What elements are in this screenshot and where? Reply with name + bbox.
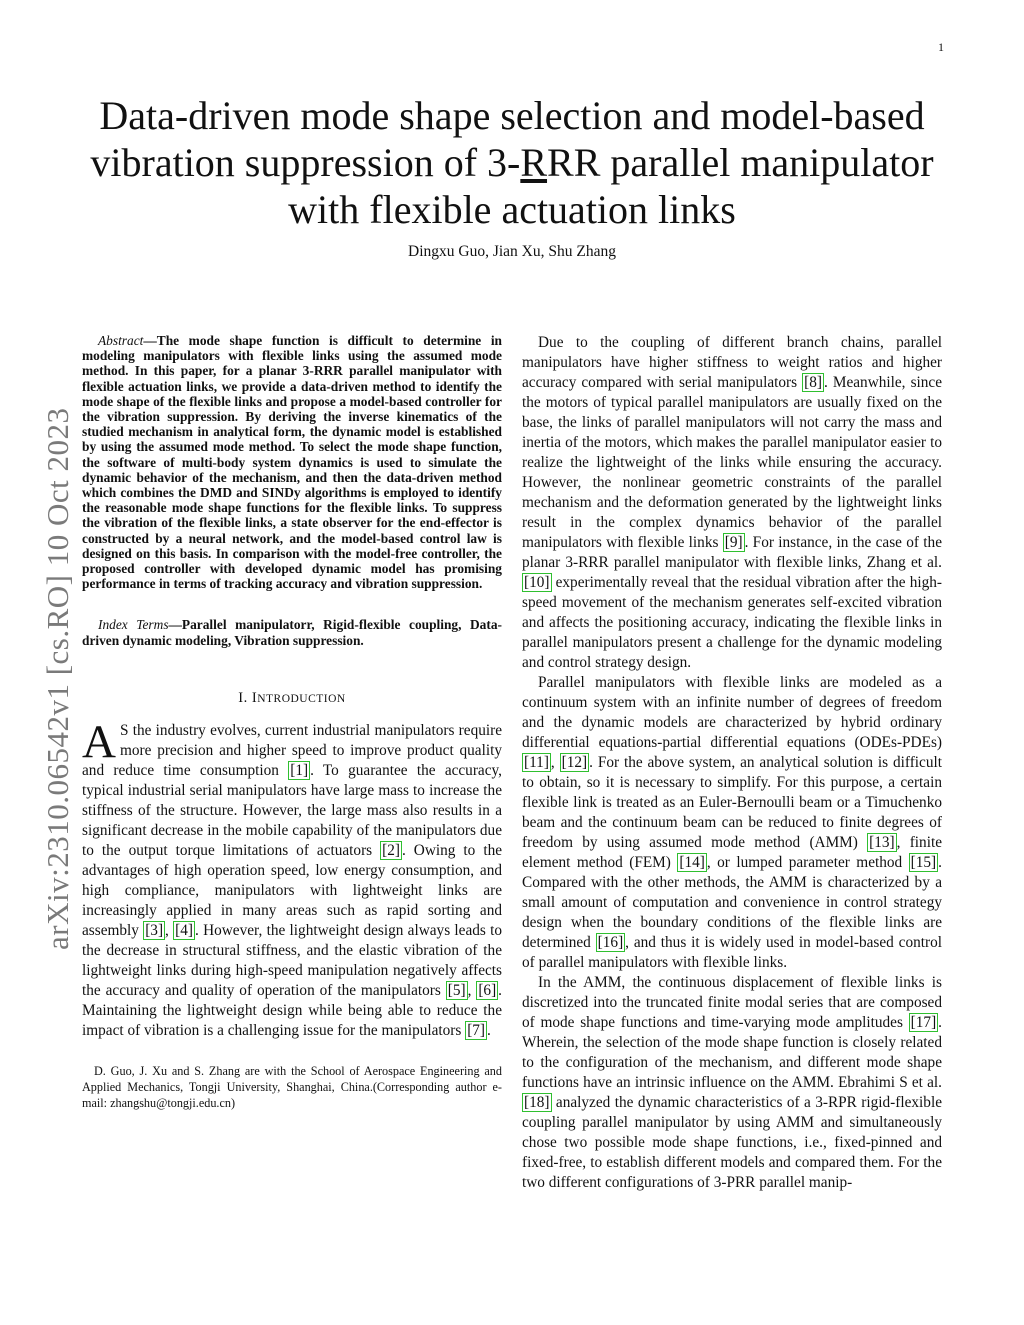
paper-title (70, 92, 954, 233)
citation-link[interactable]: [11] (524, 754, 549, 771)
section-heading-introduction: I. INTRODUCTION (238, 689, 346, 706)
authors: Dingxu Guo, Jian Xu, Shu Zhang (408, 243, 616, 260)
abstract-label: Abstract (98, 333, 144, 348)
abstract-text: —The mode shape function is difficult to determine in modeling manipulators with flexible links using the assumed mode method. In this paper, for a planar 3-RRR parallel manipulator with flexible actuation links, we provide a data-driven method to identify the mode shape of the flexible links and propose a model-based controller for the vibration suppression. By deriving the inverse kinematics of the studied mechanism in analytical form, the dynamic model is established by using the assumed mode method. To select the mode shape function, the software of multi-body system dynamics is used to simulate the dynamic behavior of the mechanism, and then the data-driven method which combines the DMD and SINDy algorithms is employed to identify the reasonable mode shape functions for the flexible links. To suppress the vibration of the flexible links, a state observer for the end-effector is constructed by a neural network, and the model-based control law is designed on this basis. In comparison with the model-free controller, the proposed controller with developed dynamic model has promising performance in terms of tracking accuracy and vibration suppression. (82, 333, 502, 592)
arxiv-identifier: arXiv:2310.06542v1 [cs.RO] 10 Oct 2023 (40, 407, 75, 950)
abstract (82, 333, 502, 591)
left-column (82, 333, 502, 1123)
citation-link[interactable]: [1] (290, 761, 309, 779)
body-paragraph: Due to the coupling of different branch chains, parallel manipulators have higher stiffness to weight ratios and higher accuracy compared with serial manipulators [8] . Meanwhile, since the motors of typical parallel manipulators are usually fixed on the base, the links of parallel manipulators will not carry the mass and inertia of the motors, which makes the parallel manipulator easier to realize the lightweight of the links while ensuring the accuracy. However, the nonlinear geometric constraints of the parallel mechanism and the deformation generated by the lightweight links result in the complex dynamics behavior of the parallel manipulators with flexible links [9] . For instance, in the case of the planar 3-RRR parallel manipulator with flexible links, Zhang et al. [10] experimentally reveal that the residual vibration after the high-speed movement of the mechanism generates self-excited vibration and affects the positioning accuracy, indicating the flexible links in parallel manipulators present a challenge for the dynamic modeling and control strategy design. (522, 334, 942, 671)
citation-link[interactable]: [7] (467, 1021, 486, 1039)
index-terms-label: Index Terms (98, 617, 169, 633)
title-line-2b: RR parallel manipulator (547, 140, 934, 185)
index-terms-text: —Parallel manipulatorr, Rigid-flexible coupling, Data-driven dynamic modeling, Vibration suppression. (82, 617, 502, 648)
citation-link[interactable]: [14] (679, 854, 705, 871)
citation-link[interactable]: [15] (910, 854, 937, 871)
title-line-2a: vibration suppression of 3- (90, 140, 521, 185)
citation-link[interactable]: [12] (561, 754, 588, 771)
right-column (522, 333, 942, 1193)
citation-link[interactable]: [10] (524, 574, 550, 591)
title-line-1: Data-driven mode shape selection and model-based (99, 93, 925, 138)
author-footnote: D. Guo, J. Xu and S. Zhang are with the School of Aerospace Engineering and Applied Mechanics, Tongji University, Shanghai, China.(Corresponding author e-mail: zhangshu@tongji.edu.cn) (82, 1063, 502, 1110)
citation-link[interactable]: [9] (724, 534, 743, 551)
citation-link[interactable]: [6] (478, 981, 497, 999)
intro-paragraph-1: A S the industry evolves, current industrial manipulators require more precision and higher speed to improve product quality and reduce time consumption [1] . To guarantee the accuracy, typical industrial serial manipulators have large mass to increase the stiffness of the structure. However, the large mass also results in a significant decrease in the mobile capability of the manipulators due to the output torque limitations of actuators [2] . Owing to the advantages of high operation speed, low energy consumption, and high compliance, manipulators with lightweight links are increasingly applied in many areas such as rapid sorting and assembly [3] , [4] . However, the lightweight design always leads to the decrease in structural stiffness, and the elastic vibration of the lightweight links during high-speed manipulation negatively affects the accuracy and quality of operation of the manipulators [5] , [6] . Maintaining the lightweight design while being able to reduce the impact of vibration is a challenging issue for the manipulators [7] . (82, 715, 503, 1039)
citation-link[interactable]: [16] (597, 934, 624, 951)
index-terms (82, 617, 502, 647)
citation-link[interactable]: [8] (804, 374, 822, 391)
citation-link[interactable]: [2] (382, 841, 400, 859)
citation-link[interactable]: [5] (447, 981, 466, 999)
citation-link[interactable]: [3] (145, 921, 164, 939)
title-line-3: with flexible actuation links (288, 187, 736, 232)
title-line-2-underlined: R (520, 140, 548, 185)
citation-link[interactable]: [13] (869, 834, 895, 851)
citation-link[interactable]: [17] (910, 1014, 937, 1031)
page-number: 1 (938, 40, 944, 54)
drop-cap: A (82, 715, 116, 768)
body-paragraph: Parallel manipulators with flexible links are modeled as a continuum system with an infinite number of degrees of freedom and the dynamic models are characterized by hybrid ordinary differential equations-partial differential equations (ODEs-PDEs) [11] , [12] . For the above system, an analytical solution is difficult to obtain, so it is necessary to simplify. For this purpose, a certain flexible link is treated as an Euler-Bernoulli beam or a Timuchenko beam and the continuum beam can be reduced to finite degrees of freedom by using assumed mode method (AMM) [13] , finite element method (FEM) [14] , or lumped parameter method [15] . Compared with the other methods, the AMM is characterized by a small amount of computation and convenience in control strategy design when the boundary conditions of the flexible links are determined [16] , and thus it is widely used in model-based control of parallel manipulators with flexible links. (522, 674, 942, 971)
body-paragraph: In the AMM, the continuous displacement of flexible links is discretized into the truncated finite modal series that are composed of mode shape functions and time-varying mode amplitudes [17] . Wherein, the selection of the mode shape function is closely related to the configuration of the mechanism, and different mode shape functions have an intrinsic influence on the AMM. Ebrahimi S et al. [18] analyzed the dynamic characteristics of a 3-RPR rigid-flexible coupling parallel manipulator by using AMM and simultaneously chose two possible mode shape functions, i.e., fixed-pinned and fixed-free, to establish different models and compared them. For the two different configurations of 3-PRR parallel manip- (522, 974, 942, 1191)
citation-link[interactable]: [4] (175, 921, 193, 939)
citation-link[interactable]: [18] (524, 1094, 550, 1111)
